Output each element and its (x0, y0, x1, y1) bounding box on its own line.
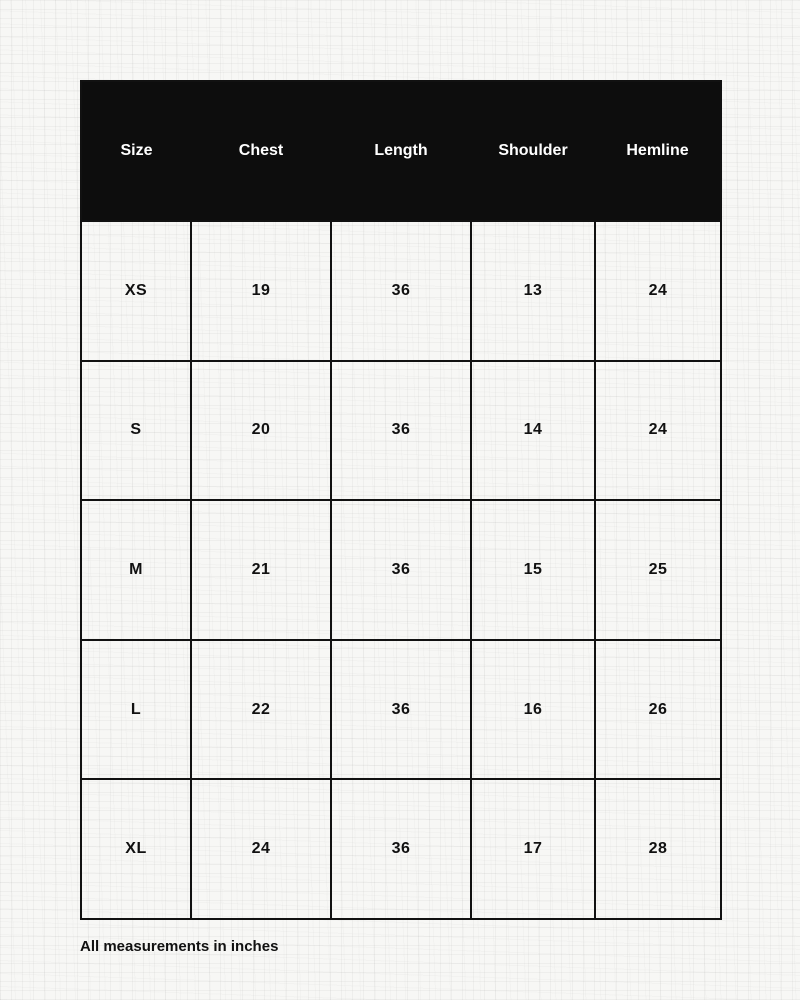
cell-hemline: 25 (595, 500, 721, 640)
cell-chest: 22 (191, 640, 331, 780)
table-body (81, 221, 721, 919)
cell-length: 36 (331, 779, 471, 919)
cell-size: M (81, 500, 191, 640)
cell-size: S (81, 361, 191, 501)
cell-shoulder: 17 (471, 779, 595, 919)
header-length: Length (331, 81, 471, 221)
header-size: Size (81, 81, 191, 221)
table-row (81, 500, 721, 640)
cell-shoulder: 14 (471, 361, 595, 501)
header-row (81, 81, 721, 221)
cell-chest: 24 (191, 779, 331, 919)
cell-chest: 19 (191, 221, 331, 361)
cell-length: 36 (331, 640, 471, 780)
cell-length: 36 (331, 500, 471, 640)
cell-chest: 20 (191, 361, 331, 501)
cell-hemline: 26 (595, 640, 721, 780)
header-hemline: Hemline (595, 81, 721, 221)
measurement-unit-note: All measurements in inches (80, 938, 279, 955)
cell-size: XS (81, 221, 191, 361)
table-header (81, 81, 721, 221)
cell-shoulder: 13 (471, 221, 595, 361)
cell-length: 36 (331, 221, 471, 361)
header-chest: Chest (191, 81, 331, 221)
cell-length: 36 (331, 361, 471, 501)
table-row (81, 221, 721, 361)
cell-size: XL (81, 779, 191, 919)
table-row (81, 779, 721, 919)
cell-chest: 21 (191, 500, 331, 640)
cell-size: L (81, 640, 191, 780)
size-chart-table (80, 80, 722, 920)
cell-hemline: 24 (595, 221, 721, 361)
cell-shoulder: 15 (471, 500, 595, 640)
cell-hemline: 28 (595, 779, 721, 919)
header-shoulder: Shoulder (471, 81, 595, 221)
cell-hemline: 24 (595, 361, 721, 501)
cell-shoulder: 16 (471, 640, 595, 780)
table-row (81, 640, 721, 780)
table-row (81, 361, 721, 501)
